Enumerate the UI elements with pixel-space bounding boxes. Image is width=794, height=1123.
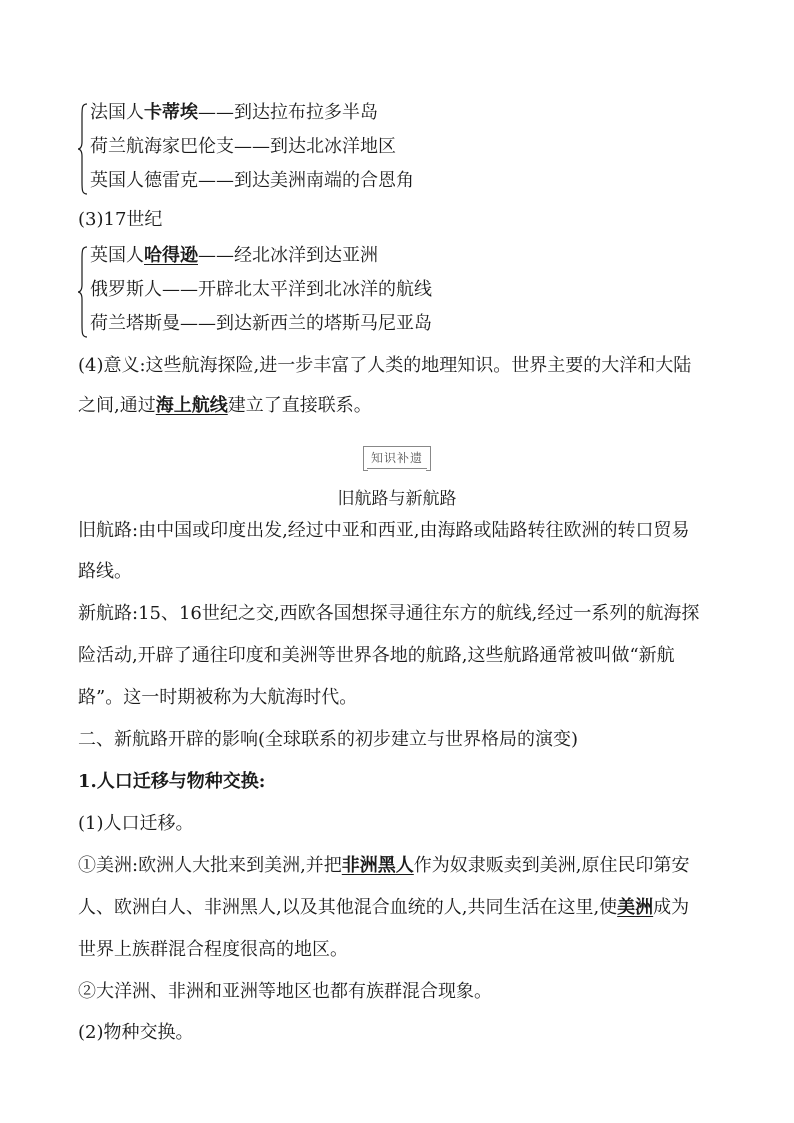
new-route-line-3: 路”。这一时期被称为大航海时代。 — [78, 687, 358, 708]
new-route-line-1: 新航路:15、16世纪之交,西欧各国想探寻通往东方的航线,经过一系列的航海探 — [78, 603, 700, 624]
explorer-line-tasman: 荷兰塔斯曼——到达新西兰的塔斯马尼亚岛 — [90, 313, 432, 334]
explorers-16th-century-group — [78, 102, 498, 202]
old-route-line-1: 旧航路:由中国或印度出发,经过中亚和西亚,由海路或陆路转往欧洲的转口贸易 — [78, 520, 690, 541]
america-line-3: 世界上族群混合程度很高的地区。 — [78, 939, 348, 960]
explorers-17th-century-group — [78, 245, 498, 345]
left-brace-icon — [78, 102, 88, 196]
explorer-line-hudson: 英国人哈得逊——经北冰洋到达亚洲 — [90, 245, 378, 266]
emphasis-america: 美洲 — [617, 897, 654, 918]
old-route-line-2: 路线。 — [78, 561, 132, 582]
emphasis-hudson: 哈得逊 — [144, 245, 198, 266]
part-two-title: 二、新航路开辟的影响(全球联系的初步建立与世界格局的演变) — [78, 729, 579, 750]
supplement-title: 旧航路与新航路 — [337, 489, 457, 509]
america-line-1: ①美洲:欧洲人大批来到美洲,并把非洲黑人作为奴隶贩卖到美洲,原住民印第安 — [78, 855, 690, 876]
population-migration-title: (1)人口迁移。 — [78, 813, 194, 834]
emphasis-african-slaves: 非洲黑人 — [341, 855, 414, 876]
section-17th-century-title: (3)17世纪 — [78, 209, 163, 230]
explorer-line-cartier: 法国人卡蒂埃——到达拉布拉多半岛 — [90, 102, 378, 123]
explorer-line-russians: 俄罗斯人——开辟北太平洋到北冰洋的航线 — [90, 279, 432, 300]
other-regions-line: ②大洋洲、非洲和亚洲等地区也都有族群混合现象。 — [78, 981, 492, 1002]
explorer-line-drake: 英国人德雷克——到达美洲南端的合恩角 — [90, 170, 414, 191]
species-exchange-title: (2)物种交换。 — [78, 1022, 194, 1043]
new-route-line-2: 险活动,开辟了通往印度和美洲等世界各地的航路,这些航路通常被叫做“新航 — [78, 645, 675, 666]
significance-line-2: 之间,通过海上航线建立了直接联系。 — [78, 395, 372, 416]
left-brace-icon — [78, 245, 88, 339]
america-line-2: 人、欧洲白人、非洲黑人,以及其他混合血统的人,共同生活在这里,使美洲成为 — [78, 897, 690, 918]
emphasis-sea-routes: 海上航线 — [155, 395, 228, 416]
knowledge-tag-row — [0, 446, 794, 469]
significance-line-1: (4)意义:这些航海探险,进一步丰富了人类的地理知识。世界主要的大洋和大陆 — [78, 355, 692, 376]
explorer-line-barents: 荷兰航海家巴伦支——到达北冰洋地区 — [90, 136, 396, 157]
knowledge-supplement-tag: 知识补遗 — [367, 446, 427, 469]
emphasis-cartier: 卡蒂埃 — [144, 102, 198, 123]
item-one-title: 1.人口迁移与物种交换: — [78, 771, 266, 792]
